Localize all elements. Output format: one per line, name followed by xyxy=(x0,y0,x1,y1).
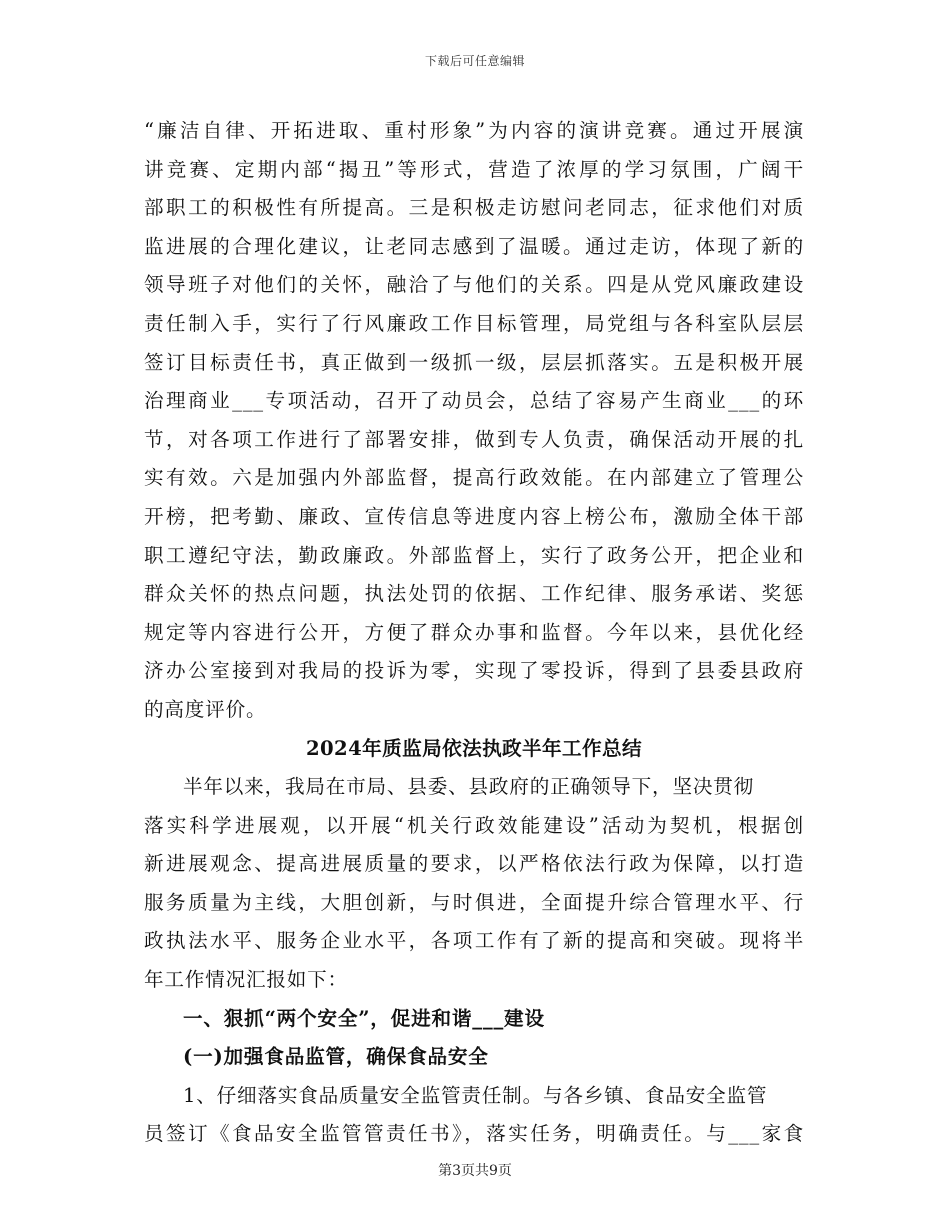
intro-line: 落实科学进展观，以开展“机关行政效能建设”活动为契机，根据创 xyxy=(144,813,804,837)
subsection-heading: (一)加强食品监管，确保食品安全 xyxy=(183,1045,489,1069)
intro-line: 服务质量为主线，大胆创新，与时俱进，全面提升综合管理水平、行 xyxy=(144,890,804,914)
paragraph-line: 责任制入手，实行了行风廉政工作目标管理，局党组与各科室队层层 xyxy=(144,311,804,335)
paragraph-line: 节，对各项工作进行了部署安排，做到专人负责，确保活动开展的扎 xyxy=(144,427,804,451)
paragraph-line: 规定等内容进行公开，方便了群众办事和监督。今年以来，县优化经 xyxy=(144,620,804,644)
paragraph-line: 的高度评价。 xyxy=(144,697,267,721)
paragraph-line: 职工遵纪守法，勤政廉政。外部监督上，实行了政务公开，把企业和 xyxy=(144,543,804,567)
document-title: 2024年质监局依法执政半年工作总结 xyxy=(305,736,643,760)
paragraph-line: 治理商业___专项活动，召开了动员会，总结了容易产生商业___的环 xyxy=(144,389,804,413)
paragraph-line: 监进展的合理化建议，让老同志感到了温暖。通过走访，体现了新的 xyxy=(144,234,804,258)
paragraph-line: 部职工的积极性有所提高。三是积极走访慰问老同志，征求他们对质 xyxy=(144,196,804,220)
document-body xyxy=(144,112,804,1154)
intro-line: 新进展观念、提高进展质量的要求，以严格依法行政为保障，以打造 xyxy=(144,852,804,876)
page-header: 下载后可任意编辑 xyxy=(424,54,525,68)
section-heading: 一、狠抓“两个安全”，促进和谐___建设 xyxy=(183,1006,545,1030)
paragraph-line: 讲竞赛、定期内部“揭丑”等形式，营造了浓厚的学习氛围，广阔干 xyxy=(144,157,804,181)
page-footer: 第3页共9页 xyxy=(438,1163,512,1179)
paragraph-line: 领导班子对他们的关怀，融洽了与他们的关系。四是从党风廉政建设 xyxy=(144,273,804,297)
paragraph-line: 实有效。六是加强内外部监督，提高行政效能。在内部建立了管理公 xyxy=(144,466,804,490)
intro-line: 政执法水平、服务企业水平，各项工作有了新的提高和突破。现将半 xyxy=(144,929,804,953)
paragraph-line: 济办公室接到对我局的投诉为零，实现了零投诉，得到了县委县政府 xyxy=(144,659,804,683)
paragraph-line: “廉洁自律、开拓进取、重村形象”为内容的演讲竞赛。通过开展演 xyxy=(144,119,804,142)
item-line: 1、仔细落实食品质量安全监管责任制。与各乡镇、食品安全监管 xyxy=(183,1083,768,1107)
paragraph-line: 开榜，把考勤、廉政、宣传信息等进度内容上榜公布，激励全体干部 xyxy=(144,504,804,528)
paragraph-line: 签订目标责任书，真正做到一级抓一级，层层抓落实。五是积极开展 xyxy=(144,350,804,374)
intro-line: 半年以来，我局在市局、县委、县政府的正确领导下，坚决贯彻 xyxy=(183,775,755,799)
paragraph-line: 群众关怀的热点问题，执法处罚的依据、工作纪律、服务承诺、奖惩 xyxy=(144,582,804,606)
item-line: 员签订《食品安全监管管责任书》，落实任务，明确责任。与___家食 xyxy=(144,1122,804,1146)
intro-line: 年工作情况汇报如下： xyxy=(144,968,348,992)
